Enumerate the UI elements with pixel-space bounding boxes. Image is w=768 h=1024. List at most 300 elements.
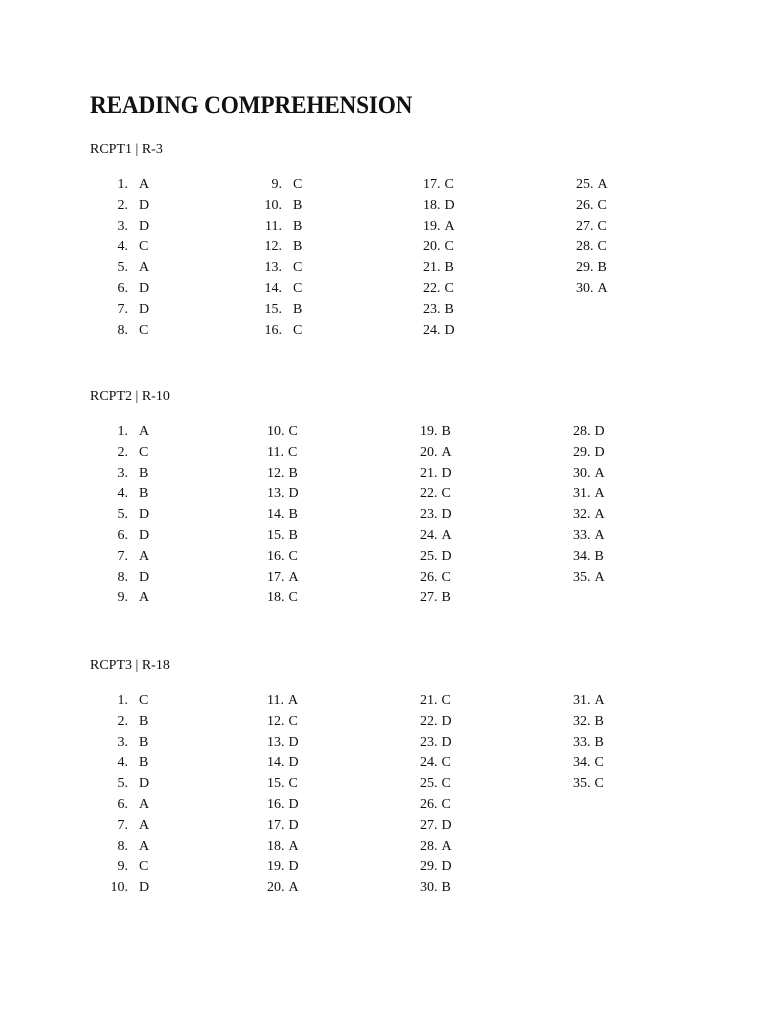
answer-letter: C (597, 197, 607, 213)
question-number: 5. (117, 260, 128, 276)
answer-item (267, 422, 299, 443)
answer-item (420, 422, 452, 443)
question-number: 4. (117, 486, 128, 502)
question-number: 29. (573, 444, 591, 460)
question-number: 8. (117, 569, 128, 585)
answer-item (267, 816, 299, 837)
answer-item (423, 175, 455, 196)
question-number: 9. (117, 590, 128, 606)
question-number: 17. (267, 569, 285, 585)
question-number: 25. (420, 776, 438, 792)
answer-item (90, 568, 150, 589)
question-number: 34. (573, 755, 591, 771)
answer-letter: A (288, 880, 299, 896)
answer-item (90, 857, 149, 878)
answer-letter: D (139, 776, 150, 792)
question-number: 23. (423, 301, 441, 317)
answer-item (244, 196, 303, 217)
answer-item (423, 279, 455, 300)
question-number: 17. (267, 817, 285, 833)
answer-item (90, 217, 150, 238)
question-number: 6. (117, 527, 128, 543)
answer-letter: B (288, 465, 298, 481)
question-number: 10. (264, 197, 282, 213)
answer-item (423, 196, 455, 217)
question-number: 16. (267, 796, 285, 812)
answer-letter: B (293, 301, 303, 317)
answer-item (573, 464, 605, 485)
answer-letter: D (594, 444, 605, 460)
question-number: 25. (420, 548, 438, 564)
answer-item (420, 588, 452, 609)
question-number: 27. (420, 590, 438, 606)
answer-column (573, 691, 605, 795)
answer-letter: A (594, 693, 605, 708)
answer-column (423, 175, 455, 341)
answer-letter: A (594, 486, 605, 502)
answer-letter: D (139, 280, 150, 296)
section-heading: RCPT1 | R-3 (90, 142, 163, 157)
answer-item (90, 753, 149, 774)
question-number: 21. (420, 465, 438, 481)
answer-letter: A (441, 444, 452, 460)
answer-letter: D (288, 859, 299, 875)
answer-item (90, 837, 150, 858)
answer-item (90, 588, 150, 609)
answer-letter: B (139, 755, 149, 771)
answer-letter: D (441, 465, 452, 481)
answer-item (576, 237, 608, 258)
question-number: 18. (267, 590, 285, 606)
answer-letter: A (139, 817, 150, 833)
answer-column (420, 691, 452, 899)
answer-item (90, 237, 149, 258)
answer-column (576, 175, 608, 300)
question-number: 13. (267, 734, 285, 750)
answer-letter: C (444, 177, 454, 192)
answer-column (573, 422, 605, 588)
question-number: 22. (420, 713, 438, 729)
answer-letter: A (139, 590, 150, 606)
answer-item (573, 733, 605, 754)
question-number: 6. (117, 280, 128, 296)
answer-letter: C (288, 776, 298, 792)
question-number: 1. (117, 177, 128, 192)
answer-item (90, 816, 150, 837)
answer-item (267, 484, 299, 505)
answer-item (267, 443, 299, 464)
answer-item (420, 878, 452, 899)
answer-column (267, 422, 299, 609)
question-number: 19. (267, 859, 285, 875)
answer-letter: C (597, 239, 607, 255)
answer-item (267, 464, 299, 485)
answer-item (90, 279, 150, 300)
answer-letter: D (441, 548, 452, 564)
question-number: 12. (267, 465, 285, 481)
answer-letter: D (594, 424, 605, 439)
answer-item (420, 733, 452, 754)
answer-item (90, 300, 150, 321)
question-number: 24. (420, 755, 438, 771)
question-number: 3. (117, 218, 128, 234)
question-number: 35. (573, 776, 591, 792)
question-number: 26. (420, 796, 438, 812)
answer-item (576, 279, 608, 300)
answer-item (244, 217, 303, 238)
answer-item (267, 547, 299, 568)
answer-letter: A (288, 838, 299, 854)
question-number: 10. (267, 424, 285, 439)
question-number: 13. (264, 260, 282, 276)
answer-letter: C (287, 444, 298, 460)
answer-letter: D (139, 197, 150, 213)
answer-letter: C (293, 280, 303, 296)
answer-item (244, 175, 303, 196)
answer-letter: C (139, 239, 149, 255)
question-number: 12. (264, 239, 282, 255)
answer-letter: C (594, 776, 604, 792)
answer-item (267, 505, 299, 526)
answer-item (573, 484, 605, 505)
question-number: 18. (423, 197, 441, 213)
answer-letter: D (441, 817, 452, 833)
question-number: 19. (423, 218, 441, 234)
answer-item (90, 774, 150, 795)
question-number: 2. (117, 444, 128, 460)
question-number: 20. (267, 880, 285, 896)
question-number: 30. (420, 880, 438, 896)
question-number: 8. (117, 322, 128, 338)
question-number: 7. (117, 817, 128, 833)
answer-item (244, 300, 303, 321)
answer-letter: A (597, 280, 608, 296)
answer-item (244, 321, 303, 342)
answer-item (573, 753, 605, 774)
answer-letter: D (288, 817, 299, 833)
answer-item (420, 547, 452, 568)
answer-item (90, 196, 150, 217)
answer-item (267, 795, 299, 816)
answer-item (90, 258, 150, 279)
answer-letter: C (288, 713, 298, 729)
answer-letter: A (288, 569, 299, 585)
answer-item (90, 795, 150, 816)
answer-column (90, 422, 150, 609)
question-number: 21. (423, 260, 441, 276)
answer-item (423, 258, 455, 279)
answer-letter: C (139, 693, 149, 708)
answer-item (90, 484, 149, 505)
question-number: 27. (420, 817, 438, 833)
answer-letter: B (594, 734, 604, 750)
answer-letter: C (441, 755, 451, 771)
question-number: 6. (117, 796, 128, 812)
answer-item (420, 774, 452, 795)
question-number: 32. (573, 713, 591, 729)
answer-column (420, 422, 452, 609)
question-number: 5. (117, 507, 128, 523)
question-number: 2. (117, 197, 128, 213)
answer-item (420, 857, 452, 878)
answer-letter: B (293, 218, 303, 234)
answer-letter: B (139, 734, 149, 750)
question-number: 1. (117, 424, 128, 439)
question-number: 14. (267, 755, 285, 771)
question-number: 1. (117, 693, 128, 708)
question-number: 32. (573, 507, 591, 523)
question-number: 23. (420, 507, 438, 523)
answer-letter: D (288, 796, 299, 812)
answer-item (90, 175, 150, 196)
answer-item (576, 196, 608, 217)
answer-item (267, 857, 299, 878)
answer-item (420, 816, 452, 837)
question-number: 22. (423, 280, 441, 296)
answer-item (90, 422, 150, 443)
answer-item (267, 733, 299, 754)
question-number: 5. (117, 776, 128, 792)
answer-letter: D (441, 507, 452, 523)
answer-item (420, 837, 452, 858)
question-number: 3. (117, 734, 128, 750)
answer-letter: A (594, 507, 605, 523)
section-heading: RCPT3 | R-18 (90, 658, 170, 673)
question-number: 4. (117, 755, 128, 771)
answer-letter: A (139, 796, 150, 812)
question-number: 4. (117, 239, 128, 255)
answer-item (423, 321, 455, 342)
answer-item (90, 443, 149, 464)
answer-item (573, 505, 605, 526)
question-number: 28. (576, 239, 594, 255)
answer-item (90, 712, 149, 733)
answer-letter: A (139, 838, 150, 854)
question-number: 20. (420, 444, 438, 460)
answer-letter: C (441, 569, 451, 585)
question-number: 7. (117, 301, 128, 317)
answer-item (423, 217, 455, 238)
answer-letter: A (594, 527, 605, 543)
question-number: 28. (573, 424, 591, 439)
question-number: 26. (420, 569, 438, 585)
question-number: 3. (117, 465, 128, 481)
answer-item (267, 837, 299, 858)
question-number: 29. (576, 260, 594, 276)
question-number: 10. (110, 880, 128, 896)
answer-letter: C (597, 218, 607, 234)
answer-letter: C (444, 239, 454, 255)
answer-item (267, 878, 299, 899)
answer-letter: A (441, 527, 452, 543)
answer-letter: D (288, 755, 299, 771)
question-number: 26. (576, 197, 594, 213)
answer-letter: D (441, 734, 452, 750)
question-number: 19. (420, 424, 438, 439)
question-number: 30. (576, 280, 594, 296)
page-title: READING COMPREHENSION (90, 92, 413, 119)
answer-item (423, 237, 455, 258)
question-number: 30. (573, 465, 591, 481)
question-number: 31. (573, 693, 591, 708)
answer-letter: C (293, 177, 303, 192)
answer-letter: B (293, 239, 303, 255)
answer-letter: A (597, 177, 608, 192)
answer-letter: A (444, 218, 455, 234)
answer-item (420, 526, 452, 547)
question-number: 11. (265, 218, 282, 234)
question-number: 35. (573, 569, 591, 585)
answer-item (90, 878, 150, 899)
answer-item (90, 464, 149, 485)
answer-letter: C (293, 322, 303, 338)
answer-item (420, 505, 452, 526)
question-number: 29. (420, 859, 438, 875)
answer-item (267, 691, 299, 712)
question-number: 34. (573, 548, 591, 564)
answer-item (420, 568, 452, 589)
question-number: 14. (264, 280, 282, 296)
answer-letter: B (594, 548, 604, 564)
answer-letter: A (139, 424, 150, 439)
question-number: 15. (267, 776, 285, 792)
answer-letter: B (594, 713, 604, 729)
answer-column (90, 691, 150, 899)
answer-item (420, 443, 452, 464)
answer-letter: B (444, 260, 454, 276)
question-number: 27. (576, 218, 594, 234)
question-number: 15. (264, 301, 282, 317)
question-number: 25. (576, 177, 594, 192)
question-number: 11. (267, 693, 284, 708)
answer-letter: D (139, 301, 150, 317)
answer-item (267, 526, 299, 547)
question-number: 16. (267, 548, 285, 564)
question-number: 33. (573, 734, 591, 750)
answer-item (420, 753, 452, 774)
answer-item (244, 279, 303, 300)
answer-column (267, 691, 299, 899)
answer-letter: D (444, 322, 455, 338)
answer-letter: D (444, 197, 455, 213)
question-number: 2. (117, 713, 128, 729)
question-number: 23. (420, 734, 438, 750)
answer-letter: B (444, 301, 454, 317)
question-number: 8. (117, 838, 128, 854)
answer-letter: B (441, 590, 451, 606)
answer-item (423, 300, 455, 321)
answer-letter: C (441, 486, 451, 502)
answer-letter: B (293, 197, 303, 213)
answer-item (267, 712, 299, 733)
answer-item (90, 691, 149, 712)
answer-letter: D (139, 527, 150, 543)
question-number: 18. (267, 838, 285, 854)
question-number: 9. (117, 859, 128, 875)
question-number: 7. (117, 548, 128, 564)
answer-letter: A (139, 177, 150, 192)
answer-item (573, 774, 605, 795)
answer-letter: B (139, 465, 149, 481)
question-number: 12. (267, 713, 285, 729)
answer-letter: B (288, 527, 298, 543)
answer-letter: C (444, 280, 454, 296)
answer-letter: C (594, 755, 604, 771)
answer-item (576, 175, 608, 196)
answer-letter: D (139, 218, 150, 234)
answer-item (90, 733, 149, 754)
question-number: 16. (264, 322, 282, 338)
question-number: 17. (423, 177, 441, 192)
answer-letter: D (288, 486, 299, 502)
answer-letter: D (441, 713, 452, 729)
answer-letter: D (139, 569, 150, 585)
answer-letter: A (441, 838, 452, 854)
question-number: 9. (271, 177, 282, 192)
question-number: 15. (267, 527, 285, 543)
answer-item (267, 568, 299, 589)
answer-item (573, 422, 605, 443)
question-number: 13. (267, 486, 285, 502)
answer-item (267, 588, 299, 609)
answer-item (573, 526, 605, 547)
answer-letter: A (287, 693, 299, 708)
answer-letter: B (288, 507, 298, 523)
answer-letter: C (139, 859, 149, 875)
answer-letter: A (594, 465, 605, 481)
answer-letter: D (288, 734, 299, 750)
answer-item (573, 547, 605, 568)
section-heading: RCPT2 | R-10 (90, 389, 170, 404)
answer-item (267, 774, 299, 795)
answer-item (90, 547, 150, 568)
question-number: 28. (420, 838, 438, 854)
answer-letter: C (288, 590, 298, 606)
answer-letter: B (441, 424, 451, 439)
question-number: 20. (423, 239, 441, 255)
answer-item (420, 691, 452, 712)
answer-item (576, 217, 608, 238)
answer-letter: C (293, 260, 303, 276)
answer-item (244, 237, 303, 258)
question-number: 22. (420, 486, 438, 502)
answer-letter: A (594, 569, 605, 585)
answer-item (90, 505, 150, 526)
answer-letter: B (597, 260, 607, 276)
answer-letter: B (139, 486, 149, 502)
answer-letter: B (441, 880, 451, 896)
answer-letter: A (139, 260, 150, 276)
answer-item (420, 712, 452, 733)
question-number: 24. (423, 322, 441, 338)
answer-letter: B (139, 713, 149, 729)
answer-item (420, 795, 452, 816)
answer-letter: A (139, 548, 150, 564)
answer-letter: D (441, 859, 452, 875)
answer-item (573, 443, 605, 464)
question-number: 31. (573, 486, 591, 502)
answer-item (267, 753, 299, 774)
answer-letter: C (441, 796, 451, 812)
answer-letter: C (441, 776, 451, 792)
answer-item (90, 321, 149, 342)
answer-column (244, 175, 303, 341)
answer-item (573, 712, 605, 733)
answer-letter: C (288, 424, 298, 439)
answer-item (244, 258, 303, 279)
question-number: 14. (267, 507, 285, 523)
answer-item (90, 526, 150, 547)
